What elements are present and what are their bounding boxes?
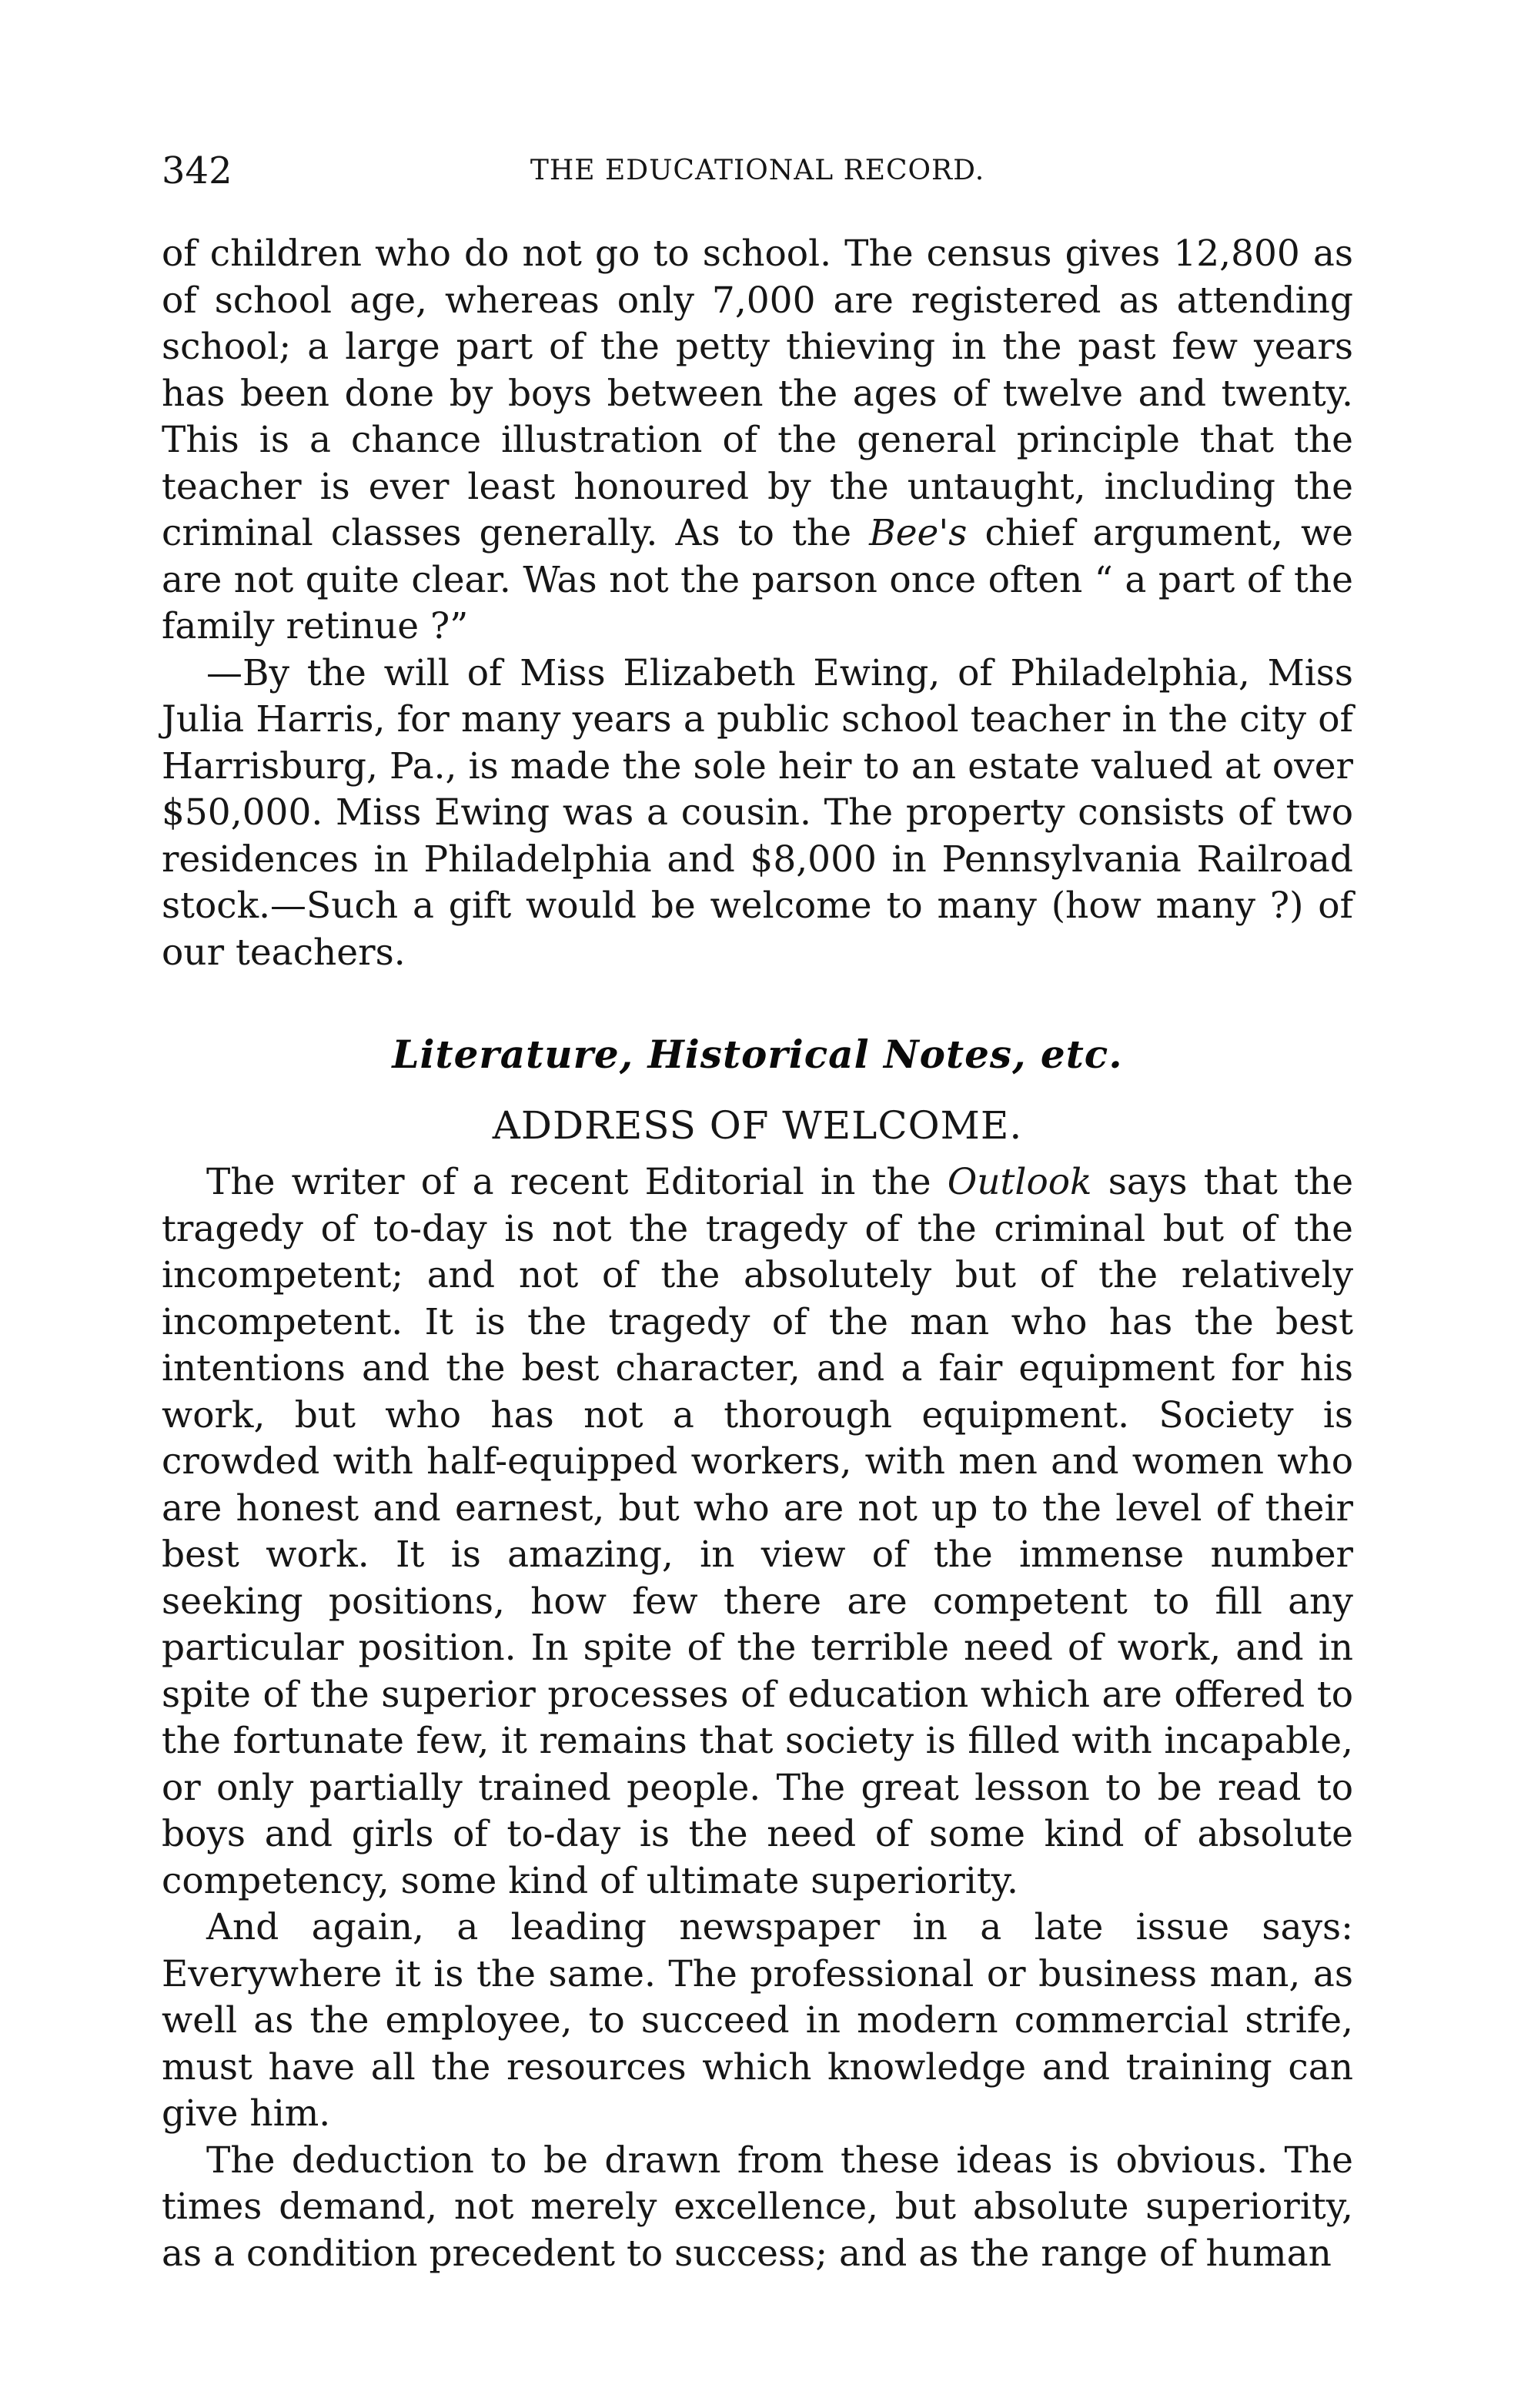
paragraph-continued: [162, 231, 1353, 650]
article-paragraph: And again, a leading newspaper in a late issue says: Everywhere it is the same. The professional or business man, as well as the employee, to succeed in modern commercial strife, must have all the resources which knowledge and training can give him.: [162, 1906, 1353, 2135]
article-paragraph: [162, 1159, 1353, 1905]
paragraph-text: The writer of a recent Editorial in the: [206, 1161, 948, 1203]
article-title: ADDRESS OF WELCOME.: [492, 1103, 1023, 1148]
text-column: [162, 231, 1353, 2277]
paragraph-text: of children who do not go to school. The census gives 12,800 as of school age, whereas only 7,000 are registered as attending school; a large part of the petty thieving in the past few years has been done by boys between the ages of twelve and twenty. This is a chance illustration of the general principle that the teacher is ever least honoured by the untaught, including the criminal classes generally. As to the: [162, 232, 1353, 554]
paragraph-news-item: —By the will of Miss Elizabeth Ewing, of Philadelphia, Miss Julia Harris, for many years a public school teacher in the city of Harrisburg, Pa., is made the sole heir to an estate valued at over $50,000. Miss Ewing was a cousin. The property consists of two residences in Philadelphia and $8,000 in Pennsylvania Railroad stock.—Such a gift would be welcome to many (how many ?) of our teachers.: [162, 651, 1353, 974]
page-number: 342: [162, 149, 232, 192]
journal-title: THE EDUCATIONAL RECORD.: [530, 155, 985, 186]
section-heading: Literature, Historical Notes, etc.: [392, 1032, 1123, 1077]
italic-periodical-name: Outlook: [947, 1161, 1092, 1203]
italic-periodical-name: Bee's: [869, 512, 968, 554]
article-paragraph: The deduction to be drawn from these ideas is obvious. The times demand, not merely excellence, but absolute superiority, as a condition precedent to success; and as the range of human: [162, 2139, 1353, 2275]
paragraph-text: chief argument, we are not quite clear. Was not the parson once often “ a part of the family retinue ?”: [162, 512, 1354, 647]
running-head: [162, 148, 1353, 194]
paragraph-text: says that the tragedy of to-day is not the tragedy of the criminal but of the incompetent; and not of the absolutely but of the relatively incompetent. It is the tragedy of the man who has the best intentions and the best character, and a fair equipment for his work, but who has not a thorough equipment. Society is crowded with half-equipped workers, with men and women who are honest and earnest, but who are not up to the level of their best work. It is amazing, in view of the immense number seeking positions, how few there are competent to fill any particular position. In spite of the terrible need of work, and in spite of the superior processes of education which are offered to the fortunate few, it remains that society is filled with incapable, or only partially trained people. The great lesson to be read to boys and girls of to-day is the need of some kind of absolute competency, some kind of ultimate superiority.: [162, 1161, 1354, 1902]
